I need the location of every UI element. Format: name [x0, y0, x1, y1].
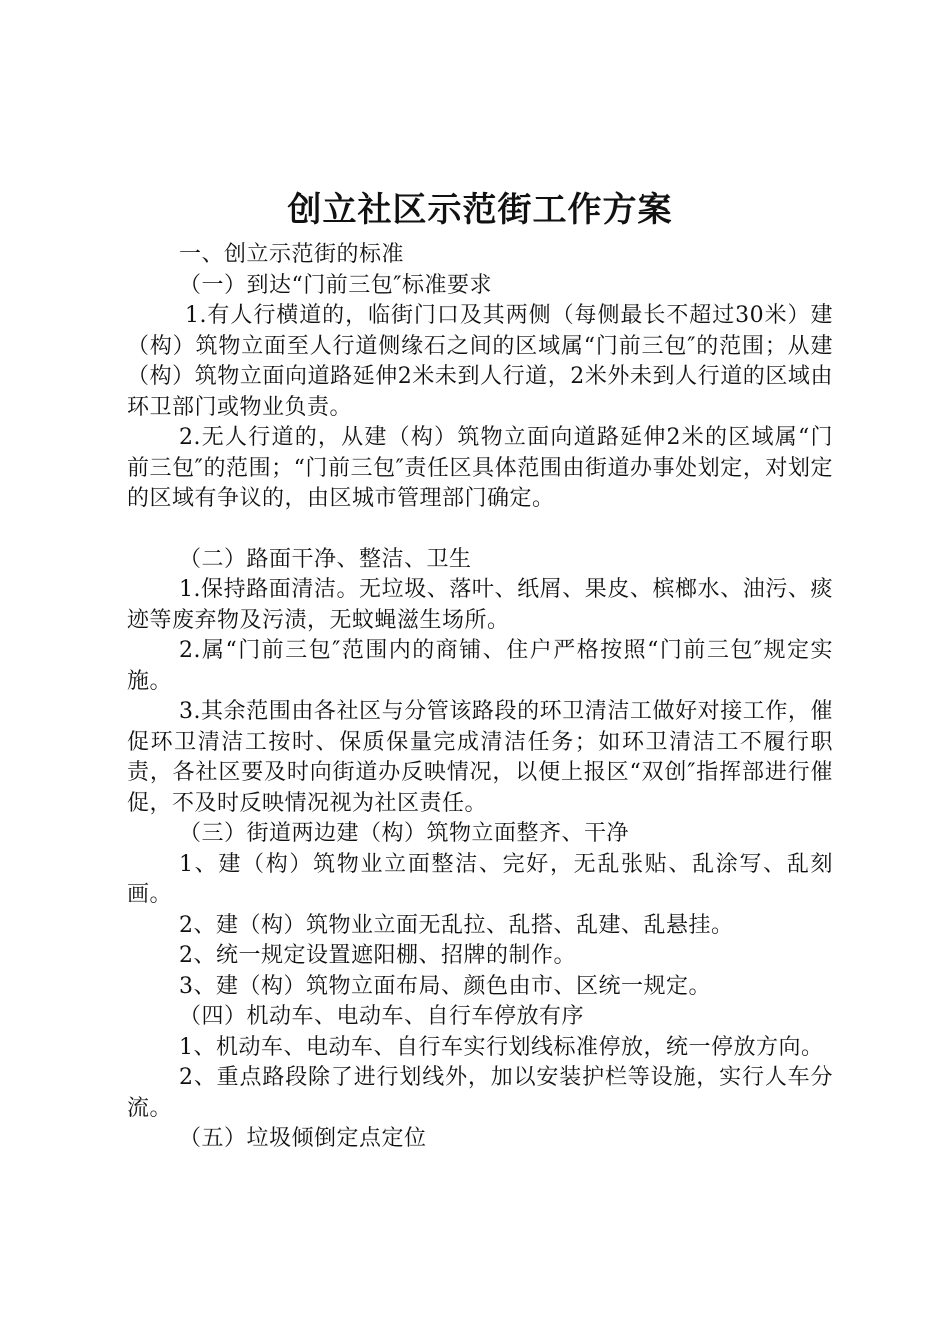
paragraph: 2、统一规定设置遮阳棚、招牌的制作。 — [179, 943, 576, 968]
subsection-heading: （五）垃圾倾倒定点定位 — [179, 1126, 427, 1151]
paragraph: 2、建（构）筑物业立面无乱拉、乱搭、乱建、乱悬挂。 — [179, 912, 734, 938]
paragraph: 2、重点路段除了进行划线外，加以安装护栏等设施，实行人车分流。 — [127, 1065, 833, 1121]
document-page — [127, 180, 833, 1155]
paragraph: 2.无人行道的，从建（构）筑物立面向道路延伸2米的区域属“门前三包″的范围；“门前三包″责任区具体范围由街道办事处划定，对划定的区域有争议的，由区城市管理部门确定。 — [127, 425, 833, 511]
document-title: 创立社区示范街工作方案 — [287, 190, 673, 230]
subsection-heading: （四）机动车、电动车、自行车停放有序 — [179, 1004, 585, 1029]
paragraph: 1、机动车、电动车、自行车实行划线标准停放，统一停放方向。 — [179, 1034, 824, 1060]
paragraph: 2.属“门前三包″范围内的商铺、住户严格按照“门前三包″规定实施。 — [127, 638, 833, 694]
section-heading: 一、创立示范街的标准 — [179, 242, 405, 267]
paragraph: 1、建（构）筑物业立面整洁、完好，无乱张贴、乱涂写、乱刻画。 — [127, 851, 833, 907]
subsection-heading: （二）路面干净、整洁、卫生 — [179, 546, 472, 572]
paragraph: 1.有人行横道的，临街门口及其两侧（每侧最长不超过30米）建（构）筑物立面至人行道侧缘石之间的区域属“门前三包″的范围；从建（构）筑物立面向道路延伸2米未到人行道，2米外未到人行道的区域由环卫部门或物业负责。 — [127, 303, 833, 420]
paragraph: 3.其余范围由各社区与分管该路段的环卫清洁工做好对接工作，催促环卫清洁工按时、保质保量完成清洁任务；如环卫清洁工不履行职责，各社区要及时向街道办反映情况，以便上报区“双创″指挥部进行催促，不及时反映情况视为社区责任。 — [127, 699, 833, 816]
paragraph: 3、建（构）筑物立面布局、颜色由市、区统一规定。 — [179, 973, 711, 999]
paragraph: 1.保持路面清洁。无垃圾、落叶、纸屑、果皮、槟榔水、油污、痰迹等废弃物及污渍，无蚊蝇滋生场所。 — [127, 577, 833, 633]
blank-line — [127, 515, 833, 545]
subsection-heading: （一）到达“门前三包″标准要求 — [179, 272, 492, 298]
subsection-heading: （三）街道两边建（构）筑物立面整齐、干净 — [179, 821, 630, 846]
